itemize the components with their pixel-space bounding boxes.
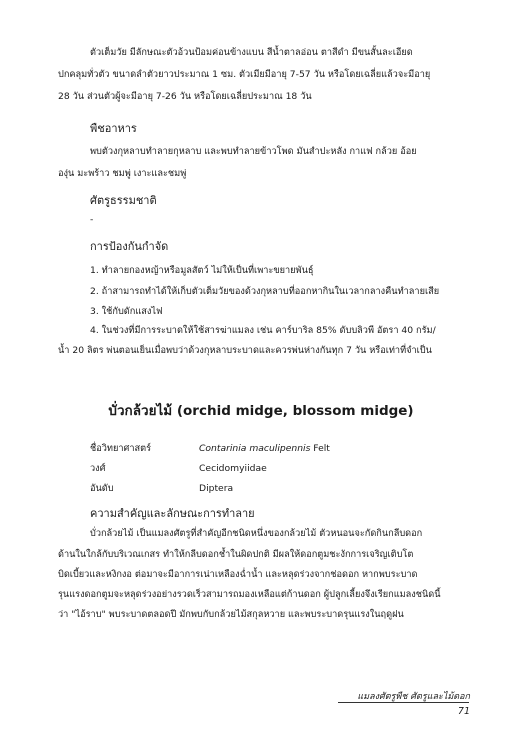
taxonomy-label: ชื่อวิทยาศาสตร์: [90, 443, 152, 454]
taxonomy-label: อันดับ: [90, 483, 114, 494]
importance-heading: ความสำคัญและลักษณะการทำลาย: [90, 507, 255, 520]
family-name: Cecidomyiidae: [199, 463, 267, 474]
author-name: Felt: [310, 443, 330, 454]
importance-line-1: บั่วกล้วยไม้ เป็นแมลงศัตรูที่สำคัญอีกชนิดหนึ่งของกล้วยไม้ ตัวหนอนจะกัดกินกลีบดอก: [90, 528, 423, 539]
importance-line-4: รุนแรงดอกตูมจะหลุดร่วงอย่างรวดเร็วสามารถมองเหลือแต่ก้านดอก ผู้ปลูกเลี้ยงจึงเรียกแมลงชนิดนี้: [58, 589, 441, 600]
taxonomy-row-family: [90, 461, 267, 477]
control-item-2: 2. ถ้าสามารถทำได้ให้เก็บตัวเต็มวัยของด้วงกุหลาบที่ออกหากินในเวลากลางคืนทำลายเสีย: [90, 286, 440, 297]
page-number: 71: [457, 706, 470, 717]
control-item-4: 4. ในช่วงที่มีการระบาดให้ใช้สารฆ่าแมลง เช่น คาร์บาริล 85% ดับบลิวพี อัตรา 40 กรัม/: [90, 325, 436, 336]
footer-divider: [338, 702, 469, 703]
enemies-heading: ศัตรูธรรมชาติ: [90, 194, 157, 207]
scientific-name: Contarinia maculipennis: [199, 443, 311, 454]
intro-line-1: ตัวเต็มวัย มีลักษณะตัวอ้วนป้อมค่อนข้างแบน สีน้ำตาลอ่อน ตาสีดำ มีขนสั้นละเอียด: [90, 47, 413, 58]
taxonomy-row-order: [90, 481, 233, 497]
intro-line-3: 28 วัน ส่วนตัวผู้จะมีอายุ 7-26 วัน หรือโดยเฉลี่ยประมาณ 18 วัน: [58, 91, 312, 102]
pest-title: บั่วกล้วยไม้ (orchid midge, blossom midge): [108, 403, 414, 419]
taxonomy-row-scientific-name: [90, 441, 330, 457]
host-heading: พืชอาหาร: [90, 122, 137, 135]
control-item-4-continued: น้ำ 20 ลิตร พ่นตอนเย็นเมื่อพบว่าด้วงกุหลาบระบาดและควรพ่นห่างกันทุก 7 วัน หรือเท่าที่จำเป็น: [58, 345, 432, 356]
footer-book-title: แมลงศัตรูพืช ศัตรูและไม้ดอก: [357, 692, 470, 702]
importance-line-2: ด้านในใกล้กับบริเวณเกสร ทำให้กลีบดอกช้ำในผิดปกติ มีผลให้ดอกตูมชะงักการเจริญเติบโต: [58, 549, 414, 560]
importance-line-5: ว่า "ไอ้ราบ" พบระบาดตลอดปี มักพบกับกล้วยไม้สกุลหวาย และพบระบาดรุนแรงในฤดูฝน: [58, 609, 404, 620]
host-line-1: พบตัวงกุหลาบทำลายกุหลาบ และพบทำลายข้าวโพด มันสำปะหลัง กาแฟ กล้วย อ้อย: [90, 146, 417, 157]
control-item-1: 1. ทำลายกองหญ้าหรือมูลสัตว์ ไม่ให้เป็นที่เพาะขยายพันธุ์: [90, 265, 314, 276]
control-item-3: 3. ใช้กับดักแสงไฟ: [90, 306, 163, 317]
importance-line-3: บิดเบี้ยวและหงิกงอ ต่อมาจะมีอาการเน่าเหลืองฉ่ำน้ำ และหลุดร่วงจากช่อดอก หากพบระบาด: [58, 569, 418, 580]
enemies-text: -: [90, 214, 94, 225]
order-name: Diptera: [199, 483, 234, 494]
host-line-2: องุ่น มะพร้าว ชมพู่ เงาะและชมพู่: [58, 168, 187, 179]
intro-line-2: ปกคลุมทั่วตัว ขนาดลำตัวยาวประมาณ 1 ซม. ตัวเมียมีอายุ 7-57 วัน หรือโดยเฉลี่ยแล้วจะมีอายุ: [58, 69, 431, 80]
taxonomy-label: วงศ์: [90, 463, 106, 474]
control-heading: การป้องกันกำจัด: [90, 240, 169, 253]
